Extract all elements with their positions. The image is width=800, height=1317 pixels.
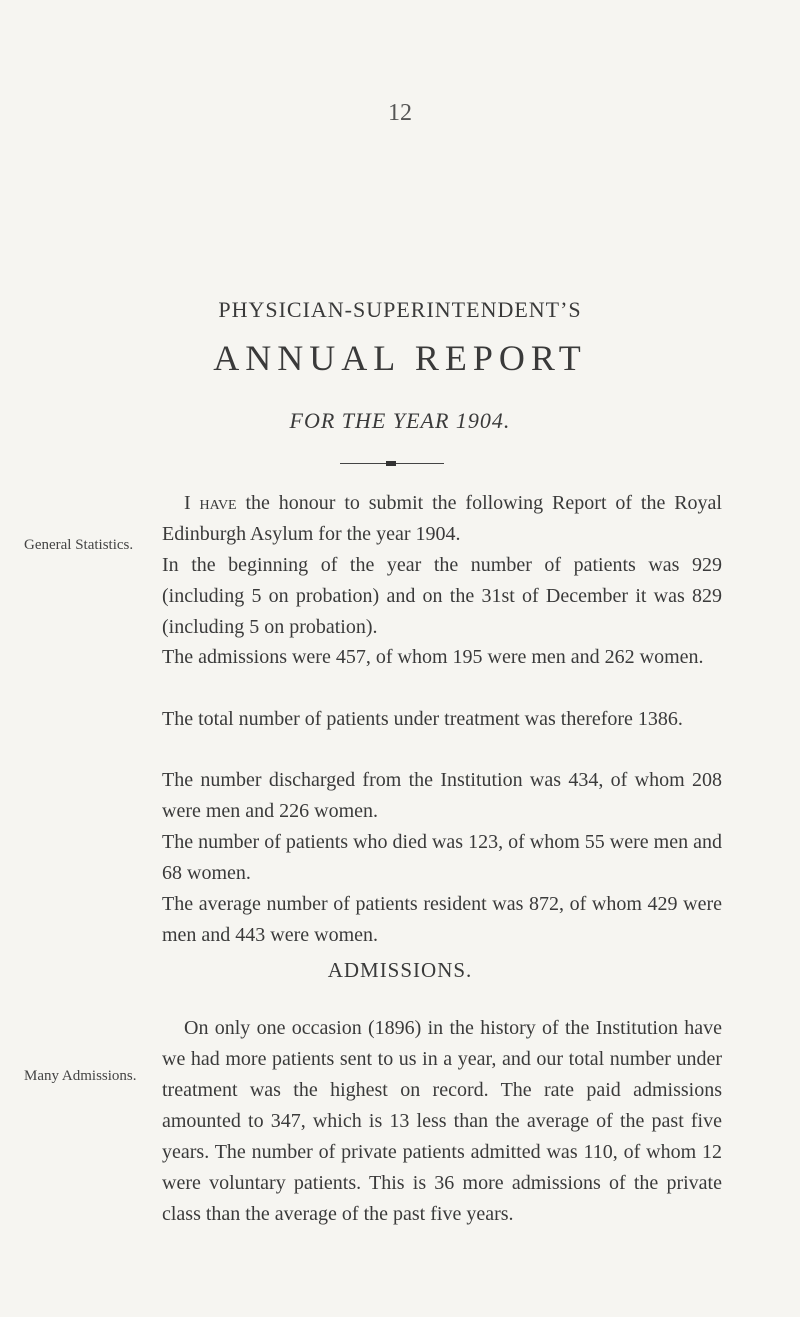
- margin-note-many-admissions: Many Admissions.: [24, 1068, 137, 1084]
- report-title: ANNUAL REPORT: [213, 338, 587, 378]
- admissions-paragraph: The admissions were 457, of whom 195 were men and 262 women.: [162, 646, 704, 668]
- beginning-of-year-paragraph: In the beginning of the year the number of patients was 929 (including 5 on probation) and on the 31st of December it was 829 (including 5 on probation).: [162, 554, 722, 638]
- intro-rest-text: the honour to submit the following Report of the Royal Edinburgh Asylum for the year 1904.: [162, 492, 722, 545]
- report-year-line: FOR THE YEAR 1904.: [289, 408, 511, 433]
- divider-ornament: [386, 461, 396, 466]
- intro-paragraph: [162, 488, 722, 550]
- admissions-section-paragraph: On only one occasion (1896) in the history of the Institution have we had more patients sent to us in a year, and our total number under treatment was the highest on record. The rate paid admissions amounted to 347, which is 13 less than the average of the past five years. The number of private patients admitted was 110, of whom 12 were voluntary patients. This is 36 more admissions of the private class than the average of the past five years.: [162, 1017, 722, 1225]
- intro-lead-words: I have: [184, 492, 237, 514]
- average-resident-paragraph: The average number of patients resident was 872, of whom 429 were men and 443 were women.: [162, 893, 722, 946]
- report-subtitle: PHYSICIAN-SUPERINTENDENT’S: [218, 297, 582, 322]
- deaths-paragraph: The number of patients who died was 123, of whom 55 were men and 68 women.: [162, 831, 722, 884]
- total-treatment-paragraph: The total number of patients under treatment was therefore 1386.: [162, 708, 683, 730]
- margin-note-general-statistics: General Statistics.: [24, 537, 134, 553]
- page-number: 12: [388, 100, 412, 126]
- discharged-paragraph: The number discharged from the Institution was 434, of whom 208 were men and 226 women.: [162, 769, 722, 822]
- admissions-section-title: ADMISSIONS.: [327, 958, 473, 982]
